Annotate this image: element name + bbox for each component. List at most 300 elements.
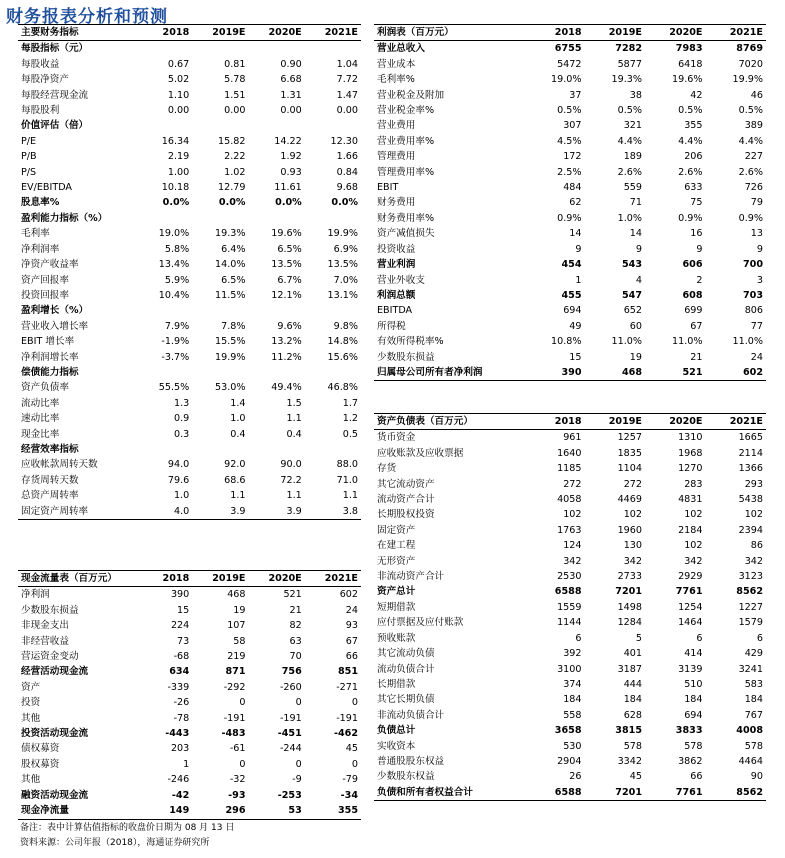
table-row [374,288,766,303]
table-row [374,692,766,707]
cell-value: 7020 [738,58,763,70]
table-row [374,723,766,738]
table-row [374,507,766,522]
cell-value: 189 [623,151,642,163]
table-row [18,772,361,787]
row-label: 存货 [377,463,397,475]
row-label: 存货周转天数 [21,474,79,486]
cell-value: 355 [305,803,361,819]
row-label: 偿债能力指标 [21,366,79,378]
cell-value: 0.0% [275,197,302,209]
cell-value: 0.00 [224,105,246,117]
cell-value: 851 [337,666,358,678]
cell-value: 49 [569,320,582,332]
column-header: 2019E [192,571,248,587]
table-row [18,165,361,180]
cell-value: 16 [690,228,703,240]
cell-value: 1.1 [286,413,302,425]
table-row [18,226,361,241]
table-row [374,554,766,569]
cell-value: 2394 [738,524,763,536]
row-label: 货币资金 [377,432,416,444]
cell-value: 19.9% [732,74,763,86]
cell-value: 13 [750,228,763,240]
table-row [18,103,361,118]
cell-value: 45 [345,743,358,755]
cell-value: 390 [524,365,585,381]
cell-value: 13.2% [271,336,302,348]
cell-value: 184 [684,694,703,706]
table-row [18,257,361,272]
table-row [18,180,361,195]
row-label: 价值评估（倍） [21,120,89,132]
table-row [374,477,766,492]
cell-value: 2.6% [617,166,642,178]
cell-value: 6588 [524,785,585,801]
cell-value: 4 [635,274,642,286]
table-row [374,615,766,630]
cell-value: 3241 [738,663,763,675]
column-header: 2018 [524,25,585,41]
cell-value: 227 [744,151,763,163]
cell-value: 468 [585,365,646,381]
cell-value: 93 [345,620,358,632]
column-header: 2018 [136,25,192,41]
cell-value: 79.6 [167,474,190,486]
cell-value: 7983 [675,43,703,55]
cell-value: 296 [192,803,248,819]
cell-value: 0.9 [173,413,190,425]
row-label: 短期借款 [377,601,416,613]
row-label: 营业总收入 [377,43,425,55]
cell-value [192,118,248,133]
cell-value: 9.68 [336,182,358,194]
cell-value: 12.30 [330,135,358,147]
cell-value: 55.5% [158,382,190,394]
cell-value: 0.81 [224,58,246,70]
cell-value: 1640 [557,447,582,459]
table-row [374,754,766,769]
row-label: 现金比率 [21,428,60,440]
table-row [18,134,361,149]
cell-value: 2904 [557,755,582,767]
cell-value: 24 [345,604,358,616]
column-header: 2019E [192,25,248,41]
cell-value: 1310 [678,432,703,444]
cell-value: -462 [333,728,358,740]
cell-value: 342 [563,555,582,567]
table-row [374,226,766,241]
cell-value [249,365,305,380]
cell-value: 10.18 [161,182,190,194]
row-label: 少数股东损益 [377,351,435,363]
cell-value: 0 [295,697,302,709]
row-label: 非经营收益 [21,635,69,647]
table-row [374,769,766,784]
cell-value: 14.8% [327,336,358,348]
cell-value: 9.6% [277,320,302,332]
table-row [18,303,361,318]
cell-value: 1 [575,274,582,286]
cell-value: 8769 [736,43,763,55]
column-header: 2021E [706,25,767,41]
cell-value: 1366 [738,463,763,475]
cell-value: 559 [623,182,642,194]
row-label: 速动比率 [21,413,60,425]
row-label: 营业利润 [377,259,416,271]
cell-value: 9 [696,243,703,255]
cell-value: 26 [569,771,582,783]
cell-value: 0.00 [280,105,302,117]
cell-value: 7.72 [336,74,358,86]
income-statement-table [374,24,766,381]
cell-value: 184 [623,694,642,706]
cell-value: 355 [684,120,703,132]
row-label: 归属母公司所有者净利润 [374,365,524,381]
table-row [18,711,361,726]
table-row [374,662,766,677]
cell-value: 66 [690,771,703,783]
cell-value: 6.5% [221,274,246,286]
page-title: 财务报表分析和预测 [6,7,168,27]
cell-value: -244 [279,743,302,755]
row-label: 长期股权投资 [377,509,435,521]
cell-value: 6418 [678,58,703,70]
table-title: 主要财务指标 [18,25,136,41]
column-header: 2021E [305,571,361,587]
cell-value: 374 [563,678,582,690]
row-label: 盈利增长（%） [21,305,89,317]
cell-value: 1.31 [280,89,302,101]
cell-value: 6.68 [280,74,302,86]
row-label: 营业费用 [377,120,416,132]
table-row [18,149,361,164]
cell-value: 19.9% [215,351,246,363]
cell-value: 46 [750,89,763,101]
row-label: 流动资产合计 [377,494,435,506]
cell-value: 1.66 [336,151,358,163]
cell-value: 13.5% [327,259,358,271]
cell-value: -42 [171,789,190,801]
row-label: EV/EBITDA [21,182,72,194]
cell-value: 5877 [617,58,642,70]
table-row [374,88,766,103]
cell-value: 1464 [678,617,703,629]
table-row [18,488,361,503]
cell-value: 82 [289,620,302,632]
cell-value: 4.5% [557,135,582,147]
row-label: 投资回报率 [21,289,69,301]
table-row [374,785,766,801]
cell-value: 4.4% [678,135,703,147]
row-label: 毛利率% [377,74,415,86]
cell-value: 0.84 [336,166,358,178]
cell-value: 12.1% [271,289,302,301]
table-row [374,646,766,661]
cell-value [249,211,305,226]
cell-value [249,41,305,57]
row-label: 资产总计 [377,586,416,598]
cell-value: 1.51 [224,89,246,101]
cell-value: 389 [744,120,763,132]
cell-value: 16.34 [161,135,190,147]
cell-value [136,442,192,457]
row-label: 少数股东损益 [21,604,79,616]
cell-value: -443 [165,728,190,740]
table-row [18,587,361,603]
cell-value: 283 [684,478,703,490]
cell-value: -1.9% [161,336,190,348]
cell-value: 0.5% [617,105,642,117]
table-row [18,649,361,664]
cell-value: 1185 [557,463,582,475]
cell-value: 0.0% [331,197,358,209]
cell-value: 510 [684,678,703,690]
cell-value: 2530 [557,571,582,583]
table-row [18,211,361,226]
cell-value: 67 [345,635,358,647]
cell-value [136,118,192,133]
cell-value: 107 [227,620,246,632]
cell-value: 602 [339,589,358,601]
table-row [374,41,766,57]
cell-value [305,211,361,226]
table-row [374,334,766,349]
cell-value [192,211,248,226]
row-label: EBIT 增长率 [21,336,75,348]
cell-value: -93 [228,789,246,801]
cell-value: 224 [170,620,190,632]
column-header: 2020E [645,25,706,41]
table-row [18,473,361,488]
cell-value: 63 [289,635,302,647]
cell-value: -483 [221,728,246,740]
cell-value: 15.5% [215,336,246,348]
row-label: 净利润率 [21,243,60,255]
cell-value: 1.1 [230,490,246,502]
row-label: 财务费用 [377,197,416,209]
cell-value: 102 [684,540,703,552]
cell-value: 272 [563,478,582,490]
cell-value: 7201 [615,586,642,598]
row-label: 每股经营现金流 [21,89,89,101]
cell-value: 15.82 [218,135,246,147]
row-label: 股息率% [21,197,60,209]
cell-value: 444 [623,678,642,690]
cell-value: 694 [684,709,703,721]
row-label: 净利润增长率 [21,351,79,363]
cell-value: 547 [621,289,642,301]
cell-value: 543 [621,259,642,271]
row-label: 所得税 [377,320,406,332]
cell-value: 6.7% [277,274,302,286]
cell-value [136,365,192,380]
cell-value: 0 [351,758,358,770]
cell-value: 73 [177,635,190,647]
cell-value: 0.0% [218,197,246,209]
cell-value: 6755 [554,43,582,55]
cell-value: 608 [682,289,703,301]
column-header: 2020E [249,571,305,587]
column-header: 2021E [305,25,361,41]
table-title: 资产负债表（百万元） [374,414,524,430]
cell-value: 58 [233,635,246,647]
cell-value: 68.6 [224,474,246,486]
cell-value: 6.9% [333,243,358,255]
cell-value: 1579 [738,617,763,629]
row-label: 股权募资 [21,758,60,770]
cell-value: 0.00 [336,105,358,117]
table-row [18,741,361,756]
cell-value: 1.0 [173,490,190,502]
row-label: 管理费用 [377,151,416,163]
cell-value: 1.2 [342,413,358,425]
row-label: 固定资产 [377,524,416,536]
cell-value: 15 [177,604,190,616]
cell-value: 7201 [585,785,646,801]
cell-value: 6 [575,632,582,644]
cell-value: 5.78 [224,74,246,86]
cell-value: 0.90 [280,58,302,70]
cell-value: 102 [563,509,582,521]
main-indicators-table [18,24,361,520]
cell-value [249,303,305,318]
cell-value: 14.0% [215,259,246,271]
cell-value: 606 [682,259,703,271]
cell-value: 5438 [738,494,763,506]
cell-value: 2.6% [678,166,703,178]
row-label: 经营活动现金流 [21,666,89,678]
row-label: 有效所得税率% [377,336,444,348]
cell-value: 558 [563,709,582,721]
cell-value: 0.9% [738,212,763,224]
cell-value: 5.02 [167,74,190,86]
table-title: 现金流量表（百万元） [18,571,136,587]
cell-value: 0.5 [342,428,358,440]
cell-value: 756 [281,666,302,678]
cell-value: 0.9% [678,212,703,224]
cell-value: 1.04 [336,58,358,70]
row-label: 营业税金及附加 [377,89,445,101]
column-header: 2020E [645,414,706,430]
row-label: 盈利能力指标（%） [21,212,108,224]
cell-value: 1498 [617,601,642,613]
cell-value [192,303,248,318]
row-label: 其它长期负债 [377,694,435,706]
cell-value: 49.4% [271,382,302,394]
cell-value: 45 [629,771,642,783]
table-row [374,350,766,365]
table-row [374,57,766,72]
cell-value: 9 [756,243,763,255]
cell-value: 6 [696,632,703,644]
table-row [374,273,766,288]
cell-value: 390 [170,589,190,601]
column-header: 2020E [249,25,305,41]
cell-value: -191 [223,712,246,724]
cell-value: 726 [744,182,763,194]
cell-value: 0 [239,697,246,709]
cell-value: 13.1% [327,289,358,301]
cell-value: 72.2 [280,474,302,486]
footnote-source: 资料来源：公司年报（2018），海通证券研究所 [20,838,210,848]
cell-value: -271 [336,681,358,693]
cell-value: 1104 [617,463,642,475]
cell-value: 455 [561,289,582,301]
cell-value: 4.4% [617,135,642,147]
row-label: 流动负债合计 [377,663,435,675]
cell-value: 2733 [617,571,642,583]
cell-value: 5.9% [164,274,190,286]
row-label: 融资活动现金流 [21,789,89,801]
cell-value: 342 [623,555,642,567]
row-label: 应收帐款周转天数 [21,459,98,471]
cell-value: 0.5% [738,105,763,117]
cell-value: -79 [342,774,358,786]
cell-value: 13.4% [158,259,190,271]
table-row [18,411,361,426]
cell-value [305,41,361,57]
row-label: P/S [21,166,37,178]
cell-value: 521 [645,365,706,381]
cell-value: 86 [750,540,763,552]
cell-value [305,442,361,457]
table-row [18,757,361,772]
cell-value: -32 [229,774,246,786]
cell-value: 4.4% [738,135,763,147]
row-label: 投资活动现金流 [21,728,89,740]
cell-value: 46.8% [327,382,358,394]
cell-value: -68 [173,651,190,663]
table-row [374,242,766,257]
cell-value: 19.0% [551,74,582,86]
cell-value: 0.93 [280,166,302,178]
cell-value: 8562 [706,785,767,801]
table-row [18,118,361,133]
table-row [374,492,766,507]
cell-value: 633 [684,182,703,194]
table-row [18,334,361,349]
cell-value: 4469 [617,494,642,506]
cell-value: 0.00 [167,105,190,117]
table-row [374,446,766,461]
cell-value: 1665 [738,432,763,444]
cell-value: 75 [690,197,703,209]
cell-value: 2184 [678,524,703,536]
table-row [18,427,361,442]
cell-value: 53.0% [215,382,246,394]
cell-value: 3658 [554,725,582,737]
row-label: 每股收益 [21,58,60,70]
cell-value: 4058 [557,494,582,506]
cell-value: -339 [167,681,190,693]
row-label: 普通股股东权益 [377,755,445,767]
cell-value: 401 [623,648,642,660]
cell-value: 15 [569,351,582,363]
column-header: 2018 [524,414,585,430]
row-label: 其他 [21,712,41,724]
row-label: P/E [21,135,37,147]
row-label: EBITDA [377,305,413,317]
table-row [374,257,766,272]
cell-value: 0.67 [167,58,190,70]
cell-value: 0.3 [173,428,190,440]
cell-value [192,365,248,380]
table-row [374,538,766,553]
cell-value: 7.8% [221,320,246,332]
table-row [18,457,361,472]
cell-value: 6588 [554,586,582,598]
